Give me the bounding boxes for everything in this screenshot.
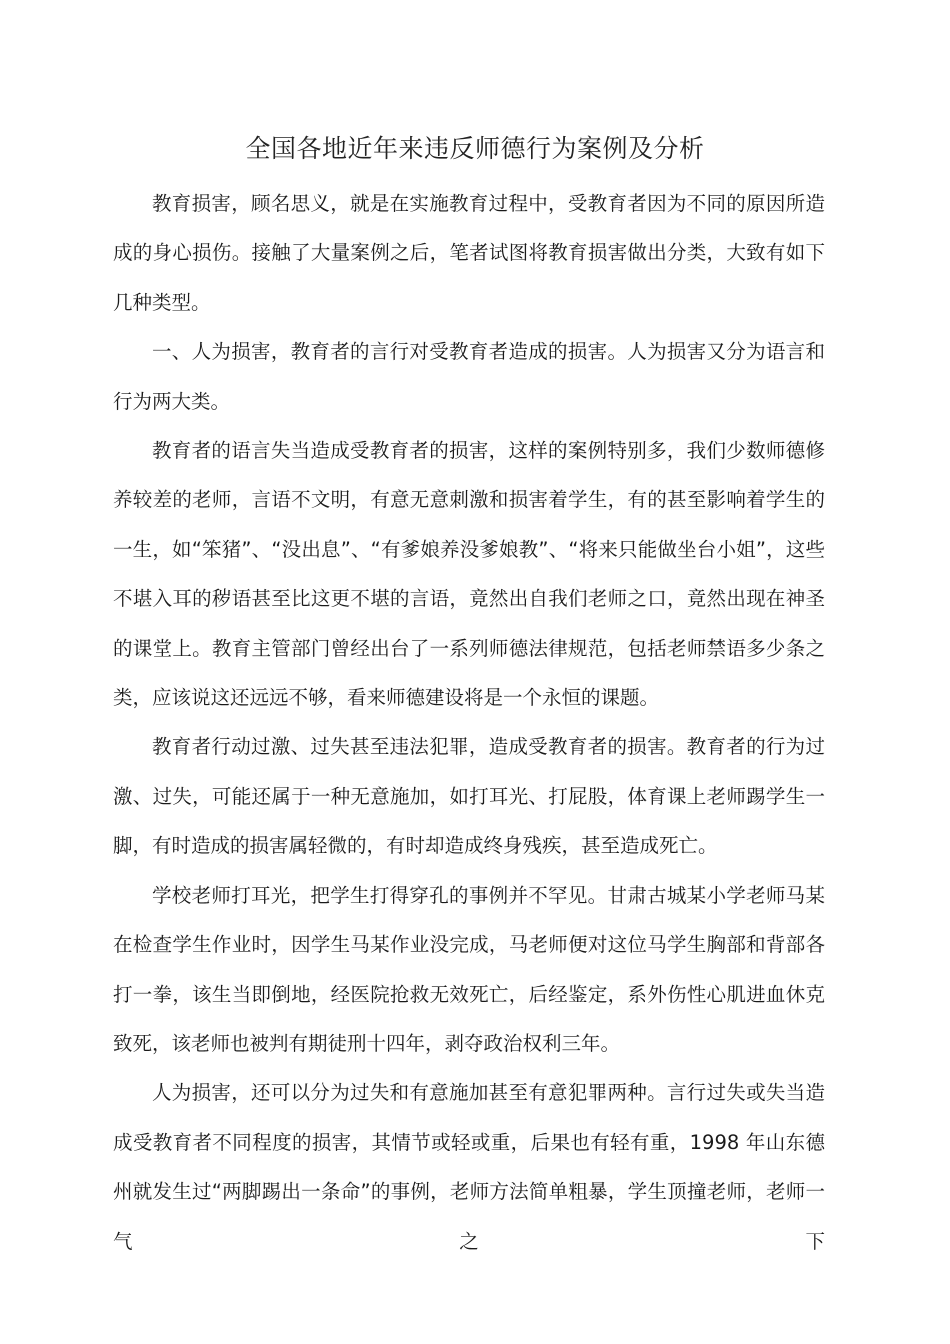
paragraph: 人为损害，还可以分为过失和有意施加甚至有意犯罪两种。言行过失或失当造成受教育者不同程度的损害，其情节或轻或重，后果也有轻有重，1998 年山东德州就发生过“两脚踢出一条命”的事例，老师方法简单粗暴，学生顶撞老师，老师一气之下 [113,1081,825,1253]
document-title: 全国各地近年来违反师德行为案例及分析 [245,134,705,163]
document-body [113,179,825,1266]
paragraph: 教育者的语言失当造成受教育者的损害，这样的案例特别多，我们少数师德修养较差的老师，言语不文明，有意无意刺激和损害着学生，有的甚至影响着学生的一生，如“笨猪”、“没出息”、“有爹娘养没爹娘教”、“将来只能做坐台小姐”，这些不堪入耳的秽语甚至比这更不堪的言语，竟然出自我们老师之口，竟然出现在神圣的课堂上。教育主管部门曾经出台了一系列师德法律规范，包括老师禁语多少条之类，应该说这还远远不够，看来师德建设将是一个永恒的课题。 [113,439,825,710]
paragraph: 教育者行动过激、过失甚至违法犯罪，造成受教育者的损害。教育者的行为过激、过失，可能还属于一种无意施加，如打耳光、打屁股，体育课上老师踢学生一脚，有时造成的损害属轻微的，有时却造成终身残疾，甚至造成死亡。 [113,735,825,858]
paragraph: 一、人为损害，教育者的言行对受教育者造成的损害。人为损害又分为语言和行为两大类。 [113,340,825,413]
paragraph: 学校老师打耳光，把学生打得穿孔的事例并不罕见。甘肃古城某小学老师马某在检查学生作业时，因学生马某作业没完成，马老师便对这位马学生胸部和背部各打一拳，该生当即倒地，经医院抢救无效死亡，后经鉴定，系外伤性心肌进血休克致死，该老师也被判有期徒刑十四年，剥夺政治权利三年。 [113,883,825,1055]
paragraph: 教育损害，顾名思义，就是在实施教育过程中，受教育者因为不同的原因所造成的身心损伤。接触了大量案例之后，笔者试图将教育损害做出分类，大致有如下几种类型。 [113,192,825,314]
